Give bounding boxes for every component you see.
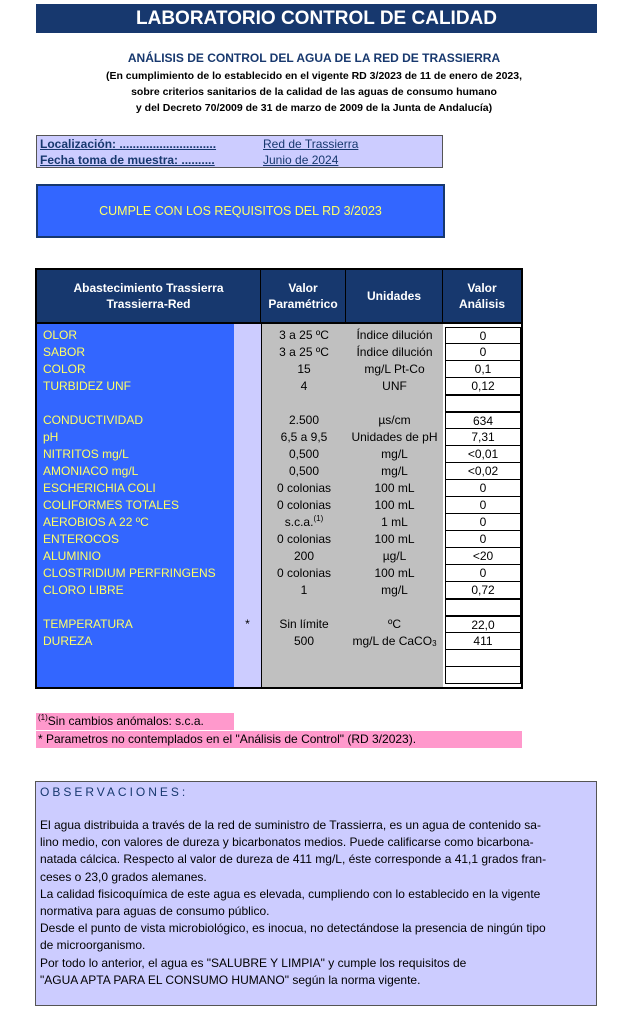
table-row	[37, 429, 521, 446]
empty-cell	[37, 667, 234, 684]
table-row	[37, 582, 521, 599]
parameter-name: AEROBIOS A 22 ºC	[37, 514, 234, 531]
parametric-value: 2.500	[261, 412, 346, 429]
unit: mg/L Pt-Co	[346, 361, 443, 378]
observations-box	[35, 781, 597, 1006]
unit-text: mg/L de CaCO	[352, 634, 433, 648]
empty-cell	[346, 650, 443, 667]
date-row	[40, 152, 440, 168]
parameter-name: COLIFORMES TOTALES	[37, 497, 234, 514]
header-value: Valor Análisis	[458, 281, 506, 311]
parametric-value: 15	[261, 361, 346, 378]
analysis-value: 0	[445, 531, 521, 548]
empty-cell	[346, 395, 443, 412]
analysis-value: 0	[445, 514, 521, 531]
parameter-mark	[234, 378, 261, 395]
parameter-mark	[234, 480, 261, 497]
table-row	[37, 480, 521, 497]
footnote-text: Sin cambios anómalos: s.c.a.	[47, 714, 204, 728]
unit: Índice dilución	[346, 344, 443, 361]
parametric-value: 1	[261, 582, 346, 599]
parameter-name: DUREZA	[37, 633, 234, 650]
parameter-name: SABOR	[37, 344, 234, 361]
unit: Unidades de pH	[346, 429, 443, 446]
table-row-spacer	[37, 667, 521, 684]
unit: mg/L	[346, 582, 443, 599]
table-row	[37, 412, 521, 429]
parameter-mark	[234, 582, 261, 599]
observation-line: ceses o 23,0 grados alemanes.	[40, 869, 207, 884]
parameter-name: ENTEROCOS	[37, 531, 234, 548]
unit: 100 mL	[346, 531, 443, 548]
parametric-value: 0 colonias	[261, 497, 346, 514]
parameter-name: ESCHERICHIA COLI	[37, 480, 234, 497]
parameter-mark	[234, 633, 261, 650]
table-row-spacer	[37, 650, 521, 667]
table-row-spacer	[37, 599, 521, 616]
unit: mg/L	[346, 463, 443, 480]
analysis-value: <0,02	[445, 463, 521, 480]
parameter-name: CONDUCTIVIDAD	[37, 412, 234, 429]
header-param: Valor Paramétrico	[261, 270, 346, 322]
parameter-mark	[234, 548, 261, 565]
parametric-value: 0,500	[261, 446, 346, 463]
analysis-value: 0	[445, 327, 521, 344]
table-row	[37, 361, 521, 378]
parameter-name: TEMPERATURA	[37, 616, 234, 633]
empty-cell	[37, 395, 234, 412]
table-row	[37, 548, 521, 565]
unit: 100 mL	[346, 480, 443, 497]
empty-cell	[37, 650, 234, 667]
report-title: LABORATORIO CONTROL DE CALIDAD	[36, 4, 597, 33]
analysis-value: 0	[445, 344, 521, 361]
table-row	[37, 531, 521, 548]
observations-text	[40, 817, 590, 989]
table-padding	[37, 684, 521, 687]
observation-line: natada cálcica. Respecto al valor de dureza de 411 mg/L, éste corresponde a 41,1 grados fran-	[40, 852, 547, 867]
analysis-value: 411	[445, 633, 521, 650]
analysis-value: <20	[445, 548, 521, 565]
observation-line: Desde el punto de vista microbiológico, es inocua, no detectándose la presencia de ningún tipo	[40, 921, 546, 936]
empty-cell	[261, 599, 346, 616]
parameter-name: pH	[37, 429, 234, 446]
empty-cell	[261, 395, 346, 412]
sample-info-box	[36, 135, 443, 168]
unit-subscript: 3	[432, 639, 437, 648]
observation-line: Por todo lo anterior, el agua es "SALUBRE Y LIMPIA" y cumple los requisitos de	[40, 955, 467, 970]
empty-cell	[445, 667, 521, 684]
parametric-value	[261, 514, 346, 531]
analysis-value: 22,0	[445, 616, 521, 633]
empty-cell	[234, 395, 261, 412]
empty-cell	[445, 395, 521, 412]
legal-line: y del Decreto 70/2009 de 31 de marzo de 2009 de la Junta de Andalucía)	[135, 102, 493, 114]
parameter-mark	[234, 327, 261, 344]
parameter-name: CLOSTRIDIUM PERFRINGENS	[37, 565, 234, 582]
table-body	[37, 324, 521, 687]
observation-line: La calidad fisicoquímica de este agua es elevada, cumpliendo con lo establecido en la vigente	[40, 886, 541, 901]
location-value[interactable]: Red de Trassierra	[263, 137, 359, 151]
parameter-name: TURBIDEZ UNF	[37, 378, 234, 395]
parameter-mark	[234, 565, 261, 582]
unit: 100 mL	[346, 565, 443, 582]
compliance-status: CUMPLE CON LOS REQUISITOS DEL RD 3/2023	[36, 184, 445, 238]
table-row	[37, 497, 521, 514]
legal-line: (En cumplimiento de lo establecido en el vigente RD 3/2023 de 11 de enero de 2023,	[105, 70, 523, 82]
empty-cell	[234, 667, 261, 684]
analysis-value: 0	[445, 480, 521, 497]
empty-cell	[445, 650, 521, 667]
parametric-value: 0 colonias	[261, 531, 346, 548]
parameter-mark	[234, 463, 261, 480]
observation-line: "AGUA APTA PARA EL CONSUMO HUMANO" según la norma vigente.	[40, 972, 421, 987]
empty-cell	[445, 599, 521, 616]
parameter-mark	[234, 497, 261, 514]
unit: µs/cm	[346, 412, 443, 429]
unit: UNF	[346, 378, 443, 395]
footnote-not-contemplated: * Parametros no contemplados en el "Análisis de Control" (RD 3/2023).	[36, 731, 522, 748]
parameter-mark	[234, 429, 261, 446]
parameter-name: CLORO LIBRE	[37, 582, 234, 599]
parametric-value: 4	[261, 378, 346, 395]
location-row	[40, 136, 440, 152]
legal-notice	[0, 68, 628, 116]
table-row	[37, 327, 521, 344]
parametric-value: 3 a 25 ºC	[261, 327, 346, 344]
parameter-mark	[234, 412, 261, 429]
observation-line: El agua distribuida a través de la red de suministro de Trassierra, es un agua de contenido sa-	[40, 818, 541, 832]
parametric-value: 0 colonias	[261, 480, 346, 497]
unit: ºC	[346, 616, 443, 633]
header-units: Unidades	[346, 270, 443, 322]
table-row	[37, 633, 521, 650]
parametric-value: Sin límite	[261, 616, 346, 633]
unit	[346, 633, 443, 650]
analysis-value: 0,12	[445, 378, 521, 395]
table-header	[37, 270, 521, 324]
parametric-value: 3 a 25 ºC	[261, 344, 346, 361]
unit: Índice dilución	[346, 327, 443, 344]
table-row	[37, 344, 521, 361]
table-row	[37, 446, 521, 463]
date-label: Fecha toma de muestra: ..........	[40, 153, 215, 167]
table-row	[37, 378, 521, 395]
analysis-value: 0,1	[445, 361, 521, 378]
table-row-spacer	[37, 395, 521, 412]
parameter-mark	[234, 514, 261, 531]
unit: 1 mL	[346, 514, 443, 531]
parameter-mark	[234, 446, 261, 463]
unit: µg/L	[346, 548, 443, 565]
empty-cell	[346, 599, 443, 616]
empty-cell	[261, 650, 346, 667]
empty-cell	[234, 599, 261, 616]
parameter-name: AMONIACO mg/L	[37, 463, 234, 480]
parameter-mark	[234, 344, 261, 361]
footnote-marker: (1)	[38, 713, 48, 722]
analysis-value: 0	[445, 565, 521, 582]
table-row	[37, 463, 521, 480]
parametric-value: 500	[261, 633, 346, 650]
parameter-name: OLOR	[37, 327, 234, 344]
empty-cell	[37, 599, 234, 616]
parametric-value: 0,500	[261, 463, 346, 480]
header-supply: Abastecimiento Trassierra Trassierra-Red	[37, 270, 261, 322]
analysis-value: 7,31	[445, 429, 521, 446]
empty-cell	[234, 650, 261, 667]
analysis-value: 634	[445, 412, 521, 429]
analysis-value: 0	[445, 497, 521, 514]
parametric-value: 200	[261, 548, 346, 565]
report-subtitle: ANÁLISIS DE CONTROL DEL AGUA DE LA RED DE TRASSIERRA	[127, 51, 501, 65]
parameter-name: NITRITOS mg/L	[37, 446, 234, 463]
parameter-mark	[234, 531, 261, 548]
date-value[interactable]: Junio de 2024	[263, 153, 339, 167]
unit: 100 mL	[346, 497, 443, 514]
empty-cell	[346, 667, 443, 684]
legal-line: sobre criterios sanitarios de la calidad de las aguas de consumo humano	[131, 86, 497, 98]
parameter-mark	[234, 361, 261, 378]
analysis-value: 0,72	[445, 582, 521, 599]
analysis-value: <0,01	[445, 446, 521, 463]
footnote-sca	[36, 713, 234, 730]
analysis-table	[35, 268, 523, 689]
parameter-mark: *	[234, 616, 261, 633]
parametric-text: s.c.a.	[284, 515, 314, 529]
parametric-value: 6,5 a 9,5	[261, 429, 346, 446]
observation-line: lino medio, con valores de dureza y bicarbonatos medios. Puede calificarse como bicarbona-	[40, 835, 534, 850]
footnote-ref: (1)	[313, 514, 324, 523]
empty-cell	[261, 667, 346, 684]
observations-title: OBSERVACIONES:	[40, 785, 189, 799]
parametric-value: 0 colonias	[261, 565, 346, 582]
table-row	[37, 514, 521, 531]
observation-line: de microorganismo.	[40, 938, 146, 953]
table-row	[37, 616, 521, 633]
table-row	[37, 565, 521, 582]
observation-line: normativa para aguas de consumo público.	[40, 904, 270, 919]
parameter-name: ALUMINIO	[37, 548, 234, 565]
location-label: Localización: .............................	[40, 137, 217, 151]
unit: mg/L	[346, 446, 443, 463]
parameter-name: COLOR	[37, 361, 234, 378]
